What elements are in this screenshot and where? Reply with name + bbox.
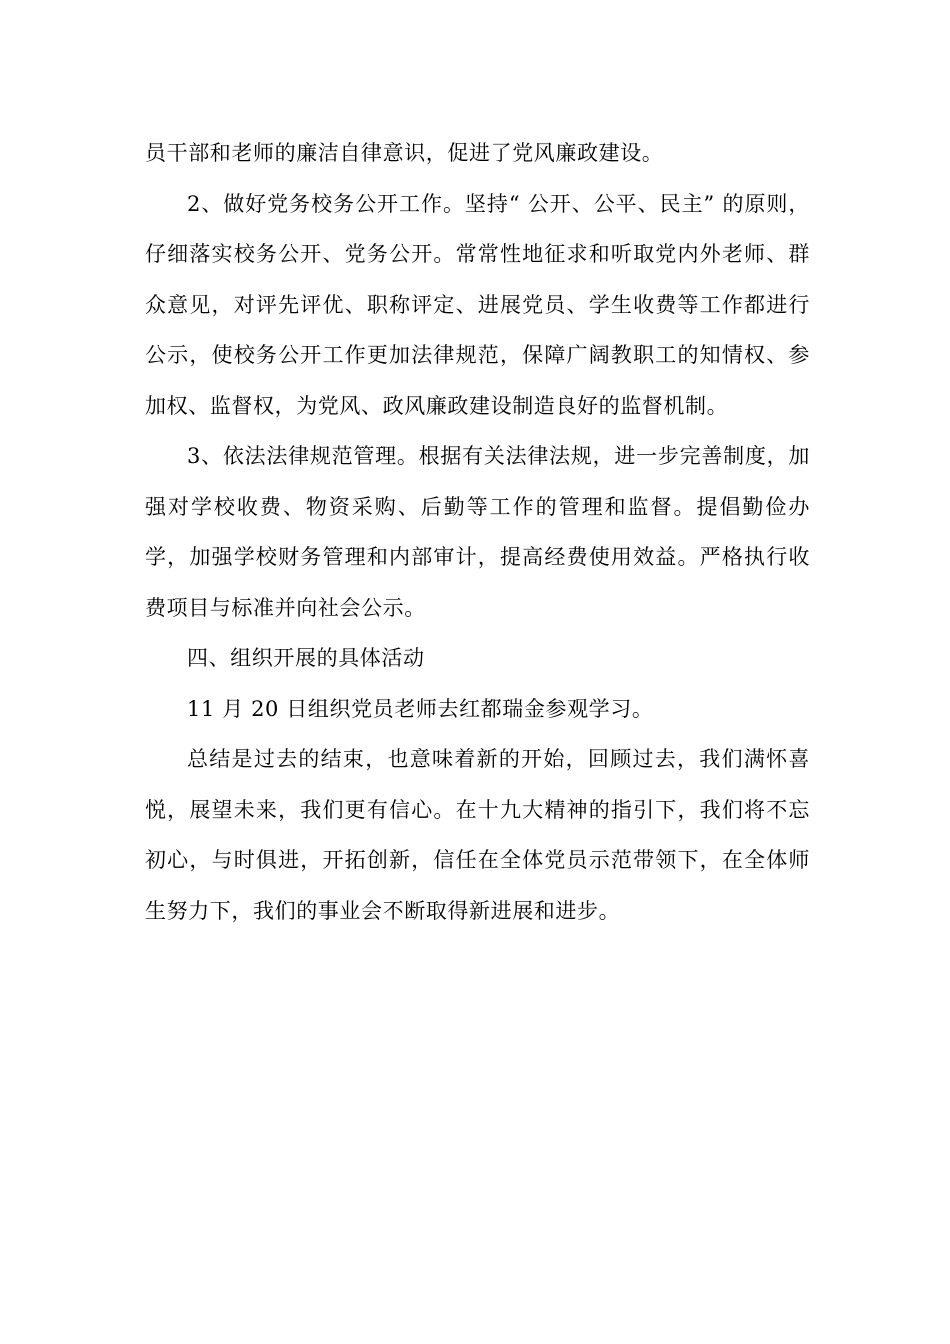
paragraph-activity: 11 月 20 日组织党员老师去红都瑞金参观学习。 bbox=[187, 696, 654, 721]
document-body bbox=[145, 128, 810, 936]
section-heading-4: 四、组织开展的具体活动 bbox=[187, 646, 425, 670]
paragraph-item-2: 2、做好党务校务公开工作。坚持“ 公开、公平、民主” 的原则，仔细落实校务公开、党务公开。常常性地征求和听取党内外老师、群众意见，对评先评优、职称评定、进展党员、学生收费等工作都进行公示，使校务公开工作更加法律规范，保障广阔教职工的知情权、参加权、监督权，为党风、政风廉政建设制造良好的监督机制。 bbox=[145, 191, 810, 418]
paragraph-item-3: 3、依法法律规范管理。根据有关法律法规，进一步完善制度，加强对学校收费、物资采购、后勤等工作的管理和监督。提倡勤俭办学，加强学校财务管理和内部审计，提高经费使用效益。严格执行收费项目与标准并向社会公示。 bbox=[145, 444, 810, 620]
paragraph-summary: 总结是过去的结束，也意味着新的开始，回顾过去，我们满怀喜悦，展望未来，我们更有信心。在十九大精神的指引下，我们将不忘初心，与时俱进，开拓创新，信任在全体党员示范带领下，在全体师生努力下，我们的事业会不断取得新进展和进步。 bbox=[145, 747, 810, 923]
paragraph-continuation: 员干部和老师的廉洁自律意识，促进了党风廉政建设。 bbox=[145, 141, 664, 165]
